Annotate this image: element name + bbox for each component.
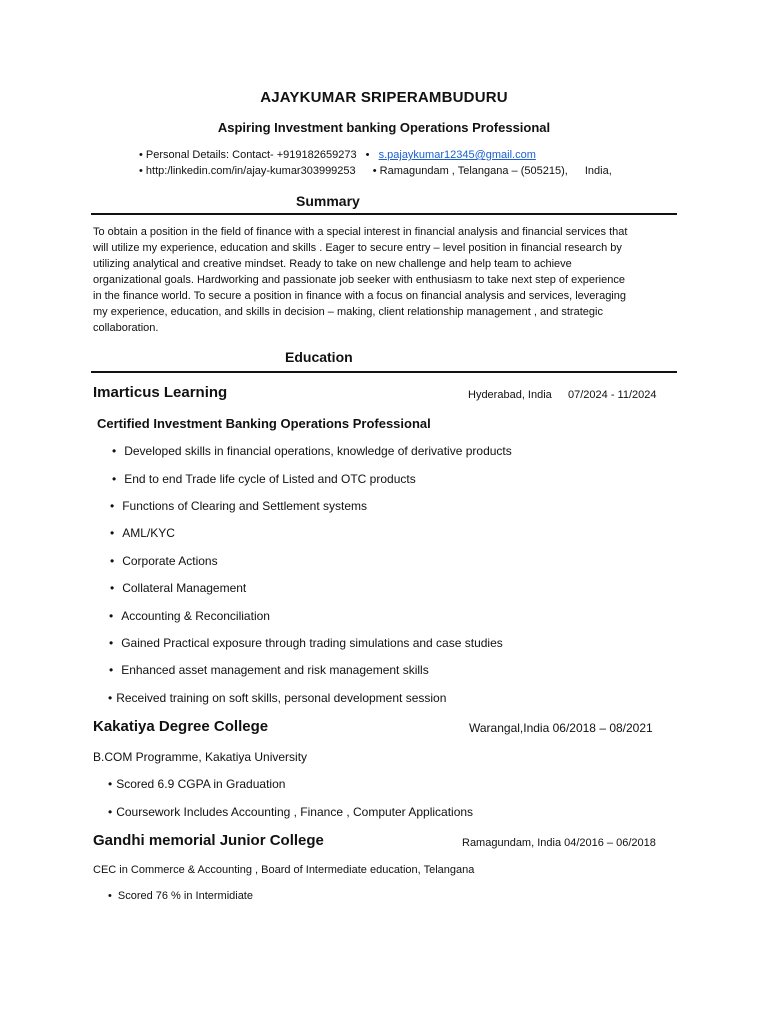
summary-line: utilizing analytical and creative mindset. Ready to take on new challenge and help team to achieve [93, 258, 572, 270]
list-item: • Enhanced asset management and risk management skills [109, 663, 429, 677]
institution-meta-gandhi: Ramagundam, India 04/2016 – 06/2018 [462, 837, 656, 849]
bullet-icon: • [108, 691, 113, 705]
institution-dates-imarticus: 07/2024 - 11/2024 [568, 389, 657, 401]
list-item: • Scored 6.9 CGPA in Graduation [108, 777, 286, 791]
email-link[interactable]: s.pajaykumar12345@gmail.com [378, 149, 536, 161]
education-divider [91, 371, 677, 373]
summary-divider [91, 213, 677, 215]
list-item: • AML/KYC [110, 526, 175, 540]
bullet-icon: • [372, 165, 377, 177]
linkedin-text: http:/linkedin.com/in/ajay-kumar303999253 [145, 165, 356, 177]
bullet-icon: • [112, 444, 117, 458]
program-gandhi: CEC in Commerce & Accounting , Board of Intermediate education, Telangana [93, 864, 475, 876]
summary-line: collaboration. [93, 322, 159, 334]
summary-heading: Summary [296, 193, 360, 209]
institution-meta-kakatiya: Warangal,India 06/2018 – 08/2021 [469, 721, 653, 735]
list-item: • Scored 76 % in Intermidiate [108, 890, 253, 902]
program-kakatiya: B.COM Programme, Kakatiya University [93, 750, 308, 764]
bullet-icon: • [108, 890, 112, 902]
summary-line: in the finance world. To secure a position in finance with a focus on financial analysis and services, leveraging [93, 290, 626, 302]
summary-line: organizational goals. Hardworking and passionate job seeker with enthusiasm to take next step of experience [93, 274, 625, 286]
list-item: • Collateral Management [110, 581, 247, 595]
bullet-icon: • [139, 149, 143, 161]
contact-line-1 [139, 149, 536, 161]
contact-line-2 [139, 165, 612, 177]
bullet-icon: • [110, 581, 115, 595]
bullet-icon: • [112, 472, 117, 486]
country-text: India, [584, 165, 612, 177]
institution-name-imarticus: Imarticus Learning [93, 384, 228, 401]
summary-line: my experience, education, and skills in decision – making, client relationship management , and strategic [93, 306, 603, 318]
candidate-name: AJAYKUMAR SRIPERAMBUDURU [260, 89, 508, 106]
summary-text [93, 224, 673, 336]
list-item: • Received training on soft skills, personal development session [108, 691, 447, 705]
bullet-icon: • [109, 636, 114, 650]
summary-line: To obtain a position in the field of finance with a special interest in financial analysis and financial services that [93, 226, 628, 238]
location-text: Ramagundam , Telangana – (505215), [379, 165, 568, 177]
contact-phone: Personal Details: Contact- +919182659273 [145, 149, 357, 161]
institution-location-imarticus: Hyderabad, India [468, 389, 552, 401]
list-item: • Corporate Actions [110, 554, 218, 568]
bullet-icon: • [110, 554, 115, 568]
education-heading: Education [285, 349, 353, 365]
list-item: • Accounting & Reconciliation [109, 609, 270, 623]
bullet-icon: • [109, 663, 114, 677]
bullet-icon: • [110, 526, 115, 540]
bullet-icon: • [108, 777, 113, 791]
program-imarticus: Certified Investment Banking Operations Professional [97, 416, 431, 431]
institution-name-gandhi: Gandhi memorial Junior College [93, 832, 324, 849]
list-item: • Developed skills in financial operations, knowledge of derivative products [112, 444, 512, 458]
bullet-icon: • [110, 499, 115, 513]
candidate-headline: Aspiring Investment banking Operations Professional [217, 120, 551, 135]
summary-line: will utilize my experience, education and skills . Eager to secure entry – level position in financial research by [93, 242, 622, 254]
institution-name-kakatiya: Kakatiya Degree College [93, 718, 269, 735]
bullet-icon: • [109, 609, 114, 623]
list-item: • Coursework Includes Accounting , Finance , Computer Applications [108, 805, 474, 819]
bullet-icon: • [365, 149, 370, 161]
bullet-icon: • [139, 165, 143, 177]
bullet-icon: • [108, 805, 113, 819]
list-item: • Gained Practical exposure through trading simulations and case studies [109, 636, 503, 650]
list-item: • End to end Trade life cycle of Listed and OTC products [112, 472, 416, 486]
list-item: • Functions of Clearing and Settlement systems [110, 499, 367, 513]
